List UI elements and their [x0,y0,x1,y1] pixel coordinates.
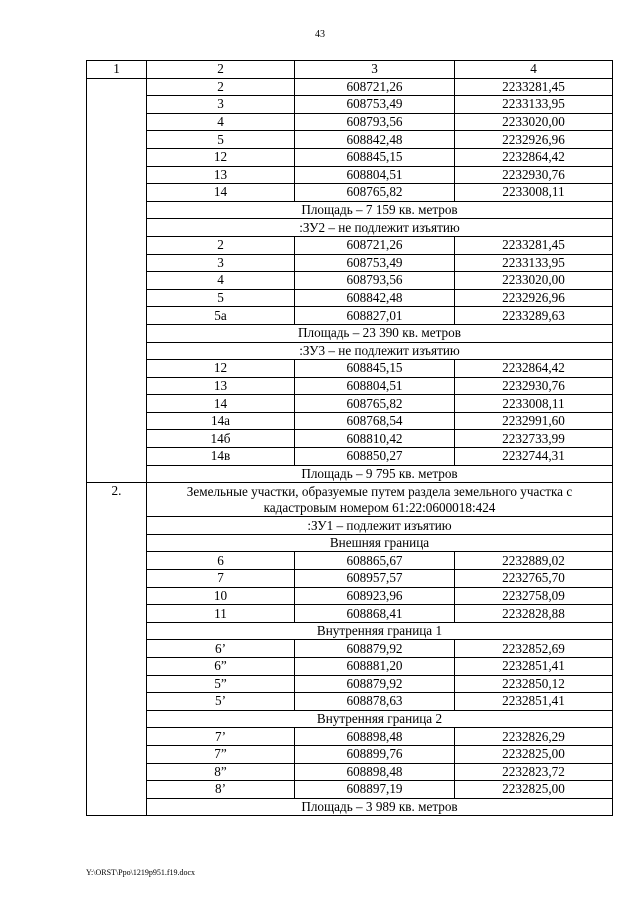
table-header-row [87,61,613,79]
label-row [87,710,613,728]
label-cell: Внутренняя граница 2 [147,710,613,728]
x-coordinate-cell: 608804,51 [295,166,455,184]
point-number-cell: 4 [147,113,295,131]
coordinate-row [87,113,613,131]
y-coordinate-cell: 2233281,45 [455,236,613,254]
point-number-cell: 11 [147,605,295,623]
point-number-cell: 6” [147,658,295,676]
label-cell: :ЗУ1 – подлежит изъятию [147,517,613,535]
x-coordinate-cell: 608793,56 [295,113,455,131]
x-coordinate-cell: 608753,49 [295,96,455,114]
header-cell: 3 [295,61,455,79]
coordinate-row [87,289,613,307]
y-coordinate-cell: 2232758,09 [455,587,613,605]
point-number-cell: 8’ [147,781,295,799]
y-coordinate-cell: 2232851,41 [455,693,613,711]
coordinate-row [87,605,613,623]
y-coordinate-cell: 2233281,45 [455,78,613,96]
document-file-path: Y:\ORST\Ppo\1219p951.f19.docx [86,868,196,877]
x-coordinate-cell: 608845,15 [295,148,455,166]
coordinate-row [87,307,613,325]
point-number-cell: 2 [147,236,295,254]
point-number-cell: 14а [147,412,295,430]
x-coordinate-cell: 608850,27 [295,448,455,466]
x-coordinate-cell: 608765,82 [295,395,455,413]
label-row [87,324,613,342]
coordinate-row [87,745,613,763]
x-coordinate-cell: 608957,57 [295,570,455,588]
label-row [87,517,613,535]
coordinate-row [87,166,613,184]
x-coordinate-cell: 608879,92 [295,640,455,658]
coordinate-row [87,148,613,166]
label-row [87,798,613,816]
coordinate-row [87,552,613,570]
label-cell: :ЗУ2 – не подлежит изъятию [147,219,613,237]
y-coordinate-cell: 2233008,11 [455,395,613,413]
x-coordinate-cell: 608793,56 [295,272,455,290]
point-number-cell: 13 [147,166,295,184]
coordinate-row [87,430,613,448]
coordinate-row [87,131,613,149]
y-coordinate-cell: 2232991,60 [455,412,613,430]
label-cell: Площадь – 9 795 кв. метров [147,465,613,483]
coordinate-row [87,254,613,272]
point-number-cell: 8” [147,763,295,781]
x-coordinate-cell: 608721,26 [295,236,455,254]
point-number-cell: 5 [147,131,295,149]
x-coordinate-cell: 608804,51 [295,377,455,395]
x-coordinate-cell: 608923,96 [295,587,455,605]
coordinate-row [87,360,613,378]
y-coordinate-cell: 2232930,76 [455,166,613,184]
point-number-cell: 5а [147,307,295,325]
coordinate-row [87,781,613,799]
point-number-cell: 14 [147,395,295,413]
x-coordinate-cell: 608842,48 [295,289,455,307]
y-coordinate-cell: 2232733,99 [455,430,613,448]
point-number-cell: 14в [147,448,295,466]
point-number-cell: 12 [147,148,295,166]
coordinate-row [87,658,613,676]
point-number-cell: 7” [147,745,295,763]
x-coordinate-cell: 608897,19 [295,781,455,799]
coordinates-table [86,60,613,816]
point-number-cell: 7’ [147,728,295,746]
x-coordinate-cell: 608753,49 [295,254,455,272]
y-coordinate-cell: 2232852,69 [455,640,613,658]
y-coordinate-cell: 2233133,95 [455,96,613,114]
x-coordinate-cell: 608881,20 [295,658,455,676]
point-number-cell: 13 [147,377,295,395]
y-coordinate-cell: 2233020,00 [455,113,613,131]
section-title-cell: Земельные участки, образуемые путем раздела земельного участка с кадастровым номером 61:22:0600018:424 [147,483,613,517]
point-number-cell: 6’ [147,640,295,658]
page-number: 43 [315,29,325,40]
point-number-cell: 6 [147,552,295,570]
point-number-cell: 5 [147,289,295,307]
coordinates-table-body [87,61,613,816]
coordinate-row [87,587,613,605]
label-row [87,465,613,483]
y-coordinate-cell: 2233020,00 [455,272,613,290]
label-cell: Площадь – 7 159 кв. метров [147,201,613,219]
coordinate-row [87,96,613,114]
x-coordinate-cell: 608898,48 [295,763,455,781]
y-coordinate-cell: 2232930,76 [455,377,613,395]
y-coordinate-cell: 2232825,00 [455,781,613,799]
coordinate-row [87,236,613,254]
point-number-cell: 3 [147,96,295,114]
label-row [87,201,613,219]
y-coordinate-cell: 2232765,70 [455,570,613,588]
y-coordinate-cell: 2233289,63 [455,307,613,325]
y-coordinate-cell: 2232926,96 [455,289,613,307]
point-number-cell: 2 [147,78,295,96]
y-coordinate-cell: 2232864,42 [455,360,613,378]
y-coordinate-cell: 2232826,29 [455,728,613,746]
coordinate-row [87,448,613,466]
y-coordinate-cell: 2232851,41 [455,658,613,676]
section-number-cell [87,78,147,483]
coordinate-row [87,728,613,746]
point-number-cell: 4 [147,272,295,290]
header-cell: 1 [87,61,147,79]
x-coordinate-cell: 608721,26 [295,78,455,96]
x-coordinate-cell: 608868,41 [295,605,455,623]
coordinate-row [87,78,613,96]
point-number-cell: 14б [147,430,295,448]
y-coordinate-cell: 2232825,00 [455,745,613,763]
header-cell: 4 [455,61,613,79]
coordinate-row [87,693,613,711]
x-coordinate-cell: 608865,67 [295,552,455,570]
label-row [87,219,613,237]
point-number-cell: 3 [147,254,295,272]
y-coordinate-cell: 2232864,42 [455,148,613,166]
coordinate-row [87,395,613,413]
label-cell: Площадь – 23 390 кв. метров [147,324,613,342]
point-number-cell: 5’ [147,693,295,711]
label-cell: Площадь – 3 989 кв. метров [147,798,613,816]
label-cell: Внешняя граница [147,534,613,552]
coordinate-row [87,640,613,658]
y-coordinate-cell: 2232889,02 [455,552,613,570]
y-coordinate-cell: 2232926,96 [455,131,613,149]
x-coordinate-cell: 608845,15 [295,360,455,378]
point-number-cell: 10 [147,587,295,605]
label-cell: :ЗУ3 – не подлежит изъятию [147,342,613,360]
x-coordinate-cell: 608810,42 [295,430,455,448]
y-coordinate-cell: 2233008,11 [455,184,613,202]
x-coordinate-cell: 608879,92 [295,675,455,693]
x-coordinate-cell: 608827,01 [295,307,455,325]
coordinate-row [87,570,613,588]
coordinate-row [87,763,613,781]
coordinate-row [87,377,613,395]
label-cell: Внутренняя граница 1 [147,622,613,640]
section-number-cell: 2. [87,483,147,816]
y-coordinate-cell: 2232744,31 [455,448,613,466]
x-coordinate-cell: 608768,54 [295,412,455,430]
point-number-cell: 14 [147,184,295,202]
x-coordinate-cell: 608878,63 [295,693,455,711]
coordinate-row [87,272,613,290]
header-cell: 2 [147,61,295,79]
label-row [87,534,613,552]
x-coordinate-cell: 608765,82 [295,184,455,202]
y-coordinate-cell: 2233133,95 [455,254,613,272]
label-row [87,342,613,360]
x-coordinate-cell: 608898,48 [295,728,455,746]
section-title-row [87,483,613,517]
coordinate-row [87,184,613,202]
label-row [87,622,613,640]
x-coordinate-cell: 608842,48 [295,131,455,149]
y-coordinate-cell: 2232828,88 [455,605,613,623]
point-number-cell: 5” [147,675,295,693]
x-coordinate-cell: 608899,76 [295,745,455,763]
y-coordinate-cell: 2232823,72 [455,763,613,781]
coordinate-row [87,412,613,430]
point-number-cell: 7 [147,570,295,588]
coordinate-row [87,675,613,693]
y-coordinate-cell: 2232850,12 [455,675,613,693]
point-number-cell: 12 [147,360,295,378]
